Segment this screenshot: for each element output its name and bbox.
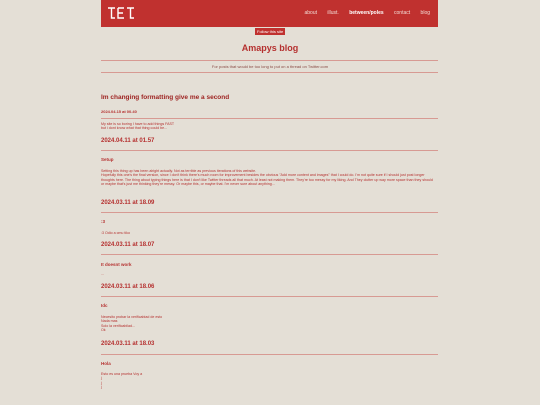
divider bbox=[101, 296, 438, 297]
post-heading: :3 bbox=[101, 219, 106, 224]
post-line: j bbox=[101, 380, 102, 385]
post-line: Nada mas bbox=[101, 319, 118, 324]
main-nav bbox=[295, 10, 430, 16]
nav-about-link[interactable]: about bbox=[304, 10, 317, 16]
post-date[interactable]: 2024.03.11 at 18.09 bbox=[101, 200, 155, 206]
divider bbox=[101, 72, 438, 73]
post-line: Necesito probar la verificabiad de esto bbox=[101, 315, 163, 319]
post-heading: It doesnt work bbox=[101, 262, 132, 267]
post-line: or maybe that's just me thinking they're messy. Or maybe this, or maybe that. I'm never sure about anything... bbox=[101, 182, 275, 187]
post-body bbox=[101, 122, 438, 131]
site-logo[interactable] bbox=[107, 6, 135, 21]
nav-illust-link[interactable]: illust. bbox=[327, 10, 339, 16]
post-title[interactable]: Im changing formatting give me a second bbox=[101, 94, 230, 101]
divider bbox=[101, 212, 438, 213]
post-body bbox=[101, 231, 438, 235]
nav-contact-link[interactable]: contact bbox=[394, 10, 411, 16]
follow-site-button[interactable]: Follow this site bbox=[257, 29, 284, 34]
post-line: Hopefully this one's the final version, since I don't think there's much room for improvement besides the obvious "Add more content and images" that I could do. I'm not quite sure if I should just post longer thoughts here. The thing about typing things here is that I don't like Twitter threads all that much. At least not making them. They're too messy for my liking. And They clutter up way more space than they should bbox=[101, 173, 433, 182]
post-date[interactable]: 2024.03.11 at 18.06 bbox=[101, 284, 155, 290]
nav-blog-link[interactable]: blog bbox=[420, 10, 430, 16]
post-line: My site is so boring I have to add things FAST bbox=[101, 122, 175, 126]
post-date[interactable]: 2024.03.11 at 18.03 bbox=[101, 341, 155, 347]
nav-between-poles-link[interactable]: between/poles bbox=[349, 10, 384, 16]
divider bbox=[101, 118, 438, 119]
post-line: :3 Odio a cmu tiko bbox=[101, 231, 130, 235]
post-heading: Hola bbox=[101, 361, 111, 366]
post-body bbox=[101, 315, 438, 333]
post-line: but i dont know what that thing could be... bbox=[101, 126, 168, 131]
post-line: j bbox=[101, 376, 102, 381]
post-heading: Setup bbox=[101, 157, 114, 162]
post-line: j bbox=[101, 385, 102, 390]
blog-subtitle: For posts that would be too long to put on a thread on Twitter.com bbox=[211, 64, 329, 69]
divider bbox=[101, 150, 438, 151]
divider bbox=[101, 60, 438, 61]
post-date: 2024.04.15 at 00.40 bbox=[101, 109, 137, 114]
blog-title: Amapys blog bbox=[241, 43, 299, 53]
post-line: Setting this thing up has been alright actually. Not as terrible as previous iterations of this website. bbox=[101, 169, 257, 173]
post-line: Esto es una prueba Voy a bbox=[101, 372, 143, 376]
post-body bbox=[101, 372, 438, 390]
top-navbar bbox=[101, 0, 438, 27]
post-line: Solo la verificabilad... bbox=[101, 323, 135, 328]
post-line: ... bbox=[101, 272, 104, 276]
divider bbox=[101, 254, 438, 255]
divider bbox=[101, 354, 438, 355]
post-heading: Idc bbox=[101, 303, 108, 308]
post-body bbox=[101, 272, 438, 276]
post-body bbox=[101, 169, 438, 187]
post-date[interactable]: 2024.04.11 at 01.57 bbox=[101, 138, 155, 144]
post-date[interactable]: 2024.03.11 at 18.07 bbox=[101, 242, 155, 248]
post-line: Ok bbox=[101, 328, 106, 333]
